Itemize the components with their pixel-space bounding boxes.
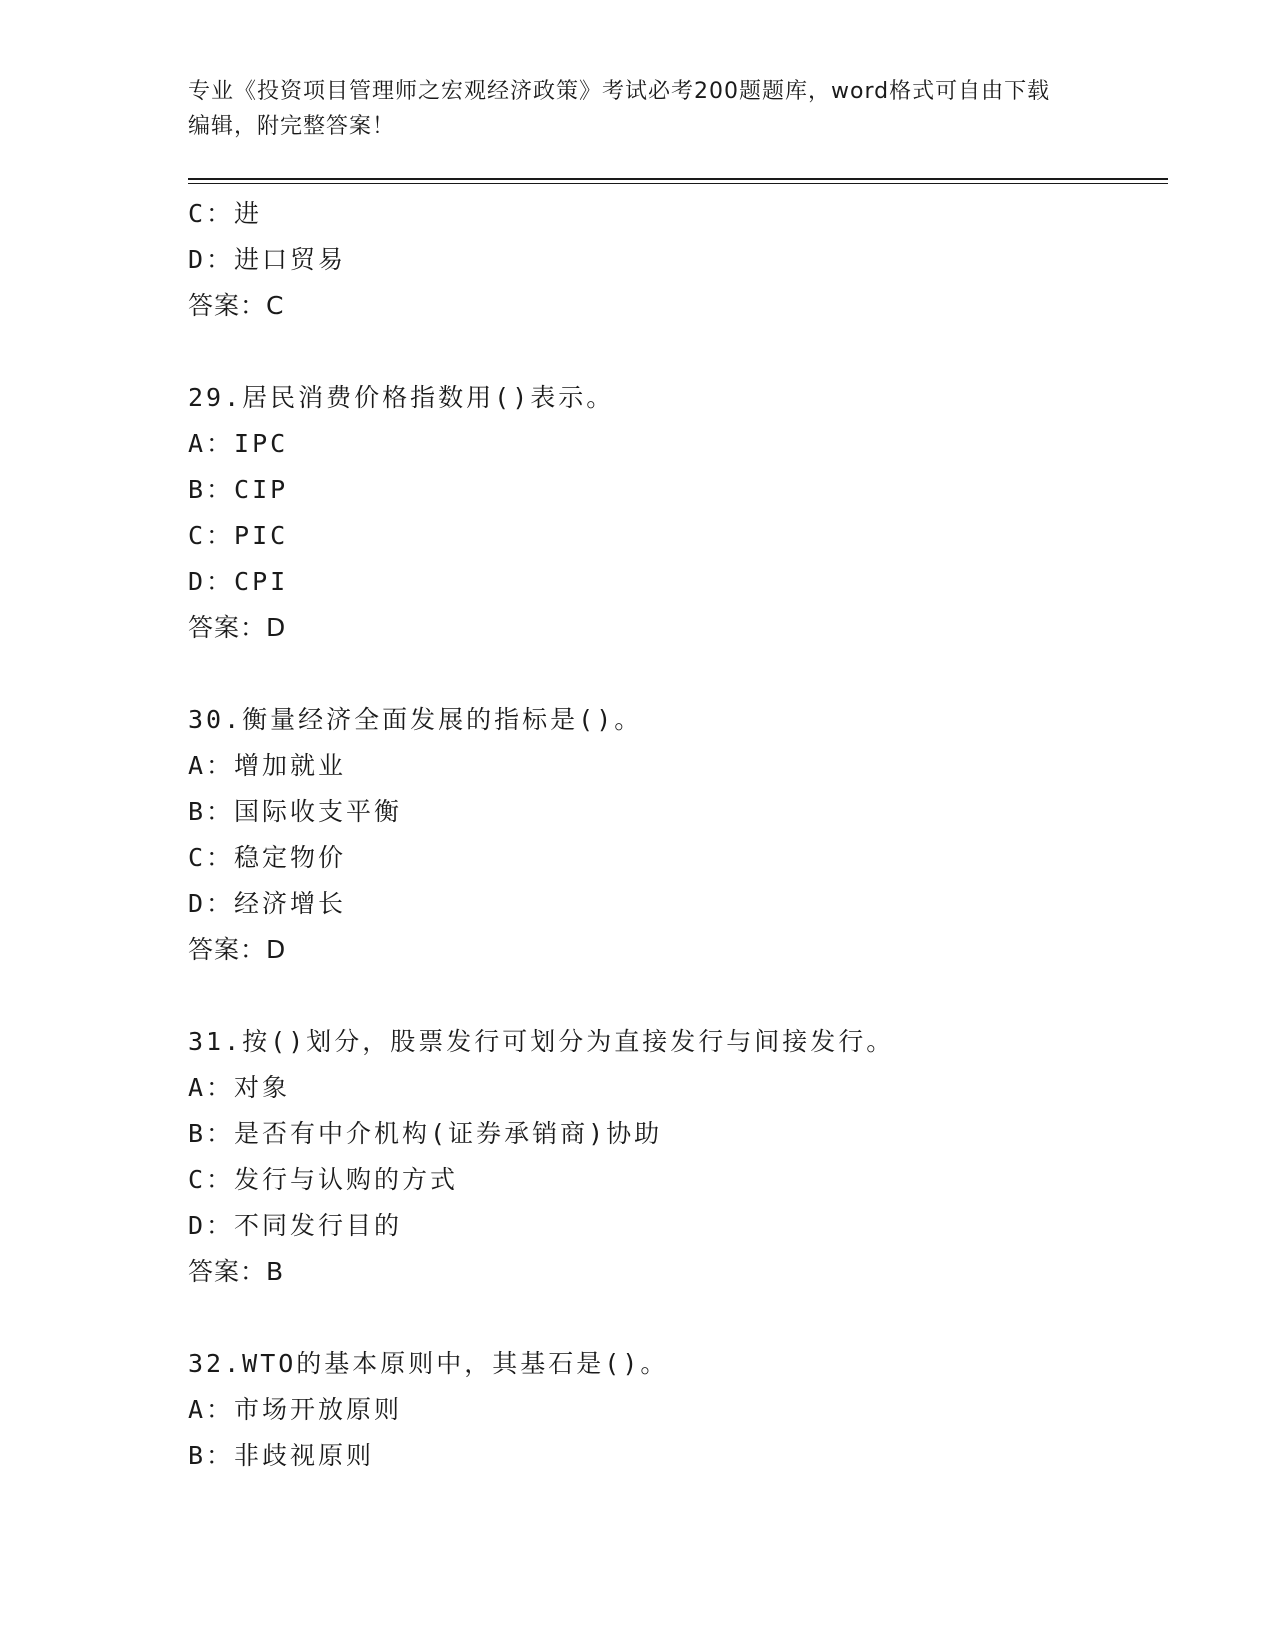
question-29	[188, 375, 1168, 651]
option-d: D：不同发行目的	[188, 1211, 403, 1240]
option-a: A：增加就业	[188, 751, 347, 780]
question-stem: 31.按()划分，股票发行可划分为直接发行与间接发行。	[188, 1027, 895, 1056]
spacer	[188, 1295, 1168, 1341]
question-32	[188, 1341, 1168, 1479]
answer-line: 答案：C	[188, 291, 285, 320]
option-a: A：对象	[188, 1073, 291, 1102]
question-30	[188, 697, 1168, 973]
option-d: D：进口贸易	[188, 245, 347, 274]
question-list	[188, 191, 1168, 1479]
answer-line: 答案：D	[188, 613, 287, 642]
option-c: C：进	[188, 199, 263, 228]
spacer	[188, 329, 1168, 375]
option-b: B：CIP	[188, 475, 289, 504]
question-31	[188, 1019, 1168, 1295]
answer-line: 答案：D	[188, 935, 287, 964]
document-title: 专业《投资项目管理师之宏观经济政策》考试必考200题题库，word格式可自由下载编辑，附完整答案！	[188, 79, 1051, 139]
option-c: C：PIC	[188, 521, 289, 550]
question-28-fragment	[188, 191, 1168, 329]
option-d: D：CPI	[188, 567, 289, 596]
question-stem: 30.衡量经济全面发展的指标是()。	[188, 705, 643, 734]
option-c: C：稳定物价	[188, 843, 347, 872]
answer-line: 答案：B	[188, 1257, 285, 1286]
option-a: A：市场开放原则	[188, 1395, 403, 1424]
header-divider-thick	[188, 178, 1168, 180]
spacer	[188, 973, 1168, 1019]
spacer	[188, 651, 1168, 697]
option-c: C：发行与认购的方式	[188, 1165, 459, 1194]
question-stem: 32.WTO的基本原则中，其基石是()。	[188, 1349, 669, 1378]
header-divider-thin	[188, 183, 1168, 184]
option-b: B：是否有中介机构(证券承销商)协助	[188, 1119, 663, 1148]
option-b: B：非歧视原则	[188, 1441, 375, 1470]
question-stem: 29.居民消费价格指数用()表示。	[188, 383, 615, 412]
option-d: D：经济增长	[188, 889, 347, 918]
option-b: B：国际收支平衡	[188, 797, 403, 826]
option-a: A：IPC	[188, 429, 289, 458]
